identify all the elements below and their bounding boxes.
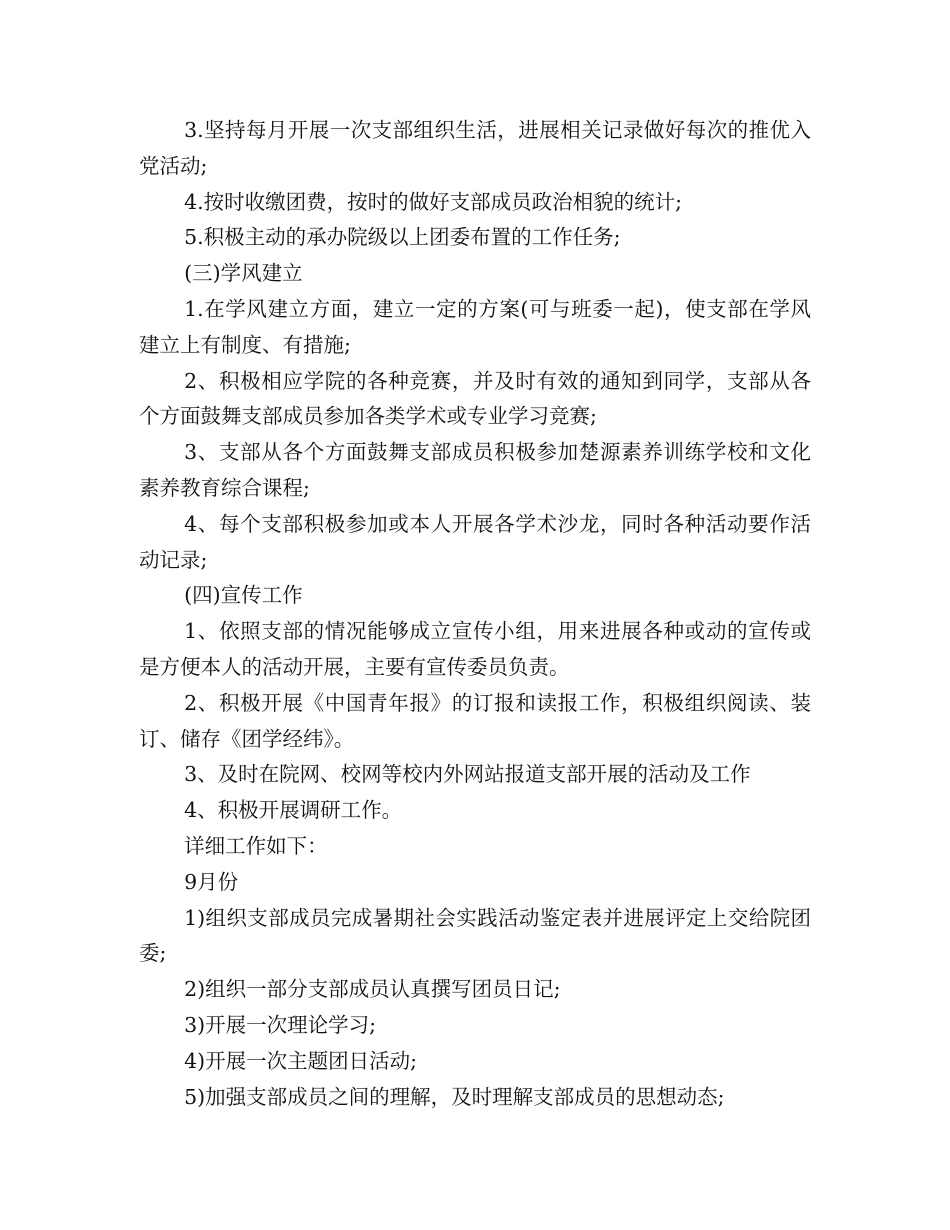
paragraph-study-1: 1.在学风建立方面，建立一定的方案(可与班委一起)，使支部在学风建立上有制度、有措施; bbox=[139, 296, 811, 357]
september-item-3: 3)开展一次理论学习; bbox=[184, 1012, 377, 1037]
month-heading-september: 9月份 bbox=[184, 869, 239, 894]
paragraph-item-3-recommend: 3.坚持每月开展一次支部组织生活，进展相关记录做好每次的推优入党活动; bbox=[139, 118, 811, 178]
september-item-5: 5)加强支部成员之间的理解，及时理解支部成员的思想动态; bbox=[184, 1084, 725, 1109]
section-heading-publicity: (四)宣传工作 bbox=[184, 583, 303, 608]
paragraph-study-3: 3、支部从各个方面鼓舞支部成员积极参加楚源素养训练学校和文化素养教育综合课程; bbox=[139, 440, 811, 500]
september-item-2: 2)组织一部分支部成员认真撰写团员日记; bbox=[184, 977, 561, 1002]
september-item-1: 1)组织支部成员完成暑期社会实践活动鉴定表并进展评定上交给院团委; bbox=[139, 905, 811, 966]
paragraph-study-2: 2、积极相应学院的各种竞赛，并及时有效的通知到同学，支部从各个方面鼓舞支部成员参加各类学术或专业学习竞赛; bbox=[139, 368, 811, 429]
section-heading-study-style: (三)学风建立 bbox=[184, 261, 303, 286]
paragraph-publicity-2: 2、积极开展《中国青年报》的订报和读报工作，积极组织阅读、装订、储存《团学经纬》。 bbox=[139, 690, 811, 751]
paragraph-publicity-4: 4、积极开展调研工作。 bbox=[184, 798, 403, 823]
paragraph-item-5-tasks: 5.积极主动的承办院级以上团委布置的工作任务; bbox=[184, 225, 621, 250]
paragraph-item-4-dues: 4.按时收缴团费，按时的做好支部成员政治相貌的统计; bbox=[184, 189, 683, 214]
paragraph-study-4: 4、每个支部积极参加或本人开展各学术沙龙，同时各种活动要作活动记录; bbox=[139, 511, 811, 572]
september-item-4: 4)开展一次主题团日活动; bbox=[184, 1048, 418, 1073]
detail-work-heading: 详细工作如下： bbox=[184, 833, 328, 858]
paragraph-publicity-1: 1、依照支部的情况能够成立宣传小组，用来进展各种或动的宣传或是方便本人的活动开展，主要有宣传委员负责。 bbox=[139, 619, 811, 679]
paragraph-publicity-3: 3、及时在院网、校网等校内外网站报道支部开展的活动及工作 bbox=[184, 762, 751, 787]
document-body bbox=[139, 113, 811, 1115]
